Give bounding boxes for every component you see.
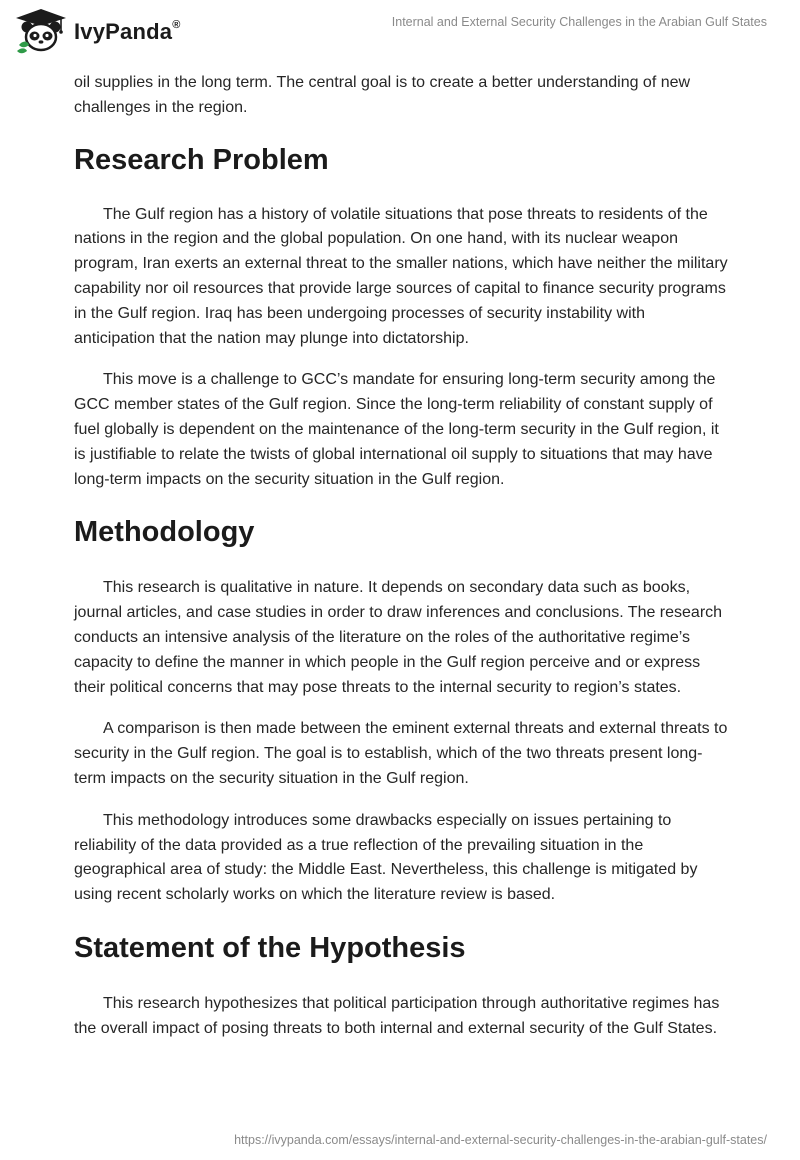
document-title: Internal and External Security Challenges in the Arabian Gulf States [391, 15, 767, 29]
section-heading-hypothesis: Statement of the Hypothesis [74, 931, 466, 964]
panda-graduate-icon [14, 7, 68, 55]
source-url[interactable]: https://ivypanda.com/essays/internal-and-external-security-challenges-in-the-arabian-gulf-states/ [234, 1133, 767, 1147]
ivypanda-logo[interactable] [14, 7, 181, 55]
hypothesis-paragraph-1: This research hypothesizes that political participation through authoritative regimes has the overall impact of posing threats to both internal and external security of the Gulf States. [74, 994, 720, 1037]
logo-wordmark [74, 19, 181, 45]
page-header [0, 0, 800, 60]
methodology-paragraph-2: A comparison is then made between the eminent external threats and external threats to security in the Gulf region. The goal is to establish, which of the two threats present long-term impacts on the security situation in the Gulf region. [74, 720, 728, 787]
essay-content [74, 71, 730, 1042]
methodology-paragraph-1: This research is qualitative in nature. It depends on secondary data such as books, journal articles, and case studies in order to draw inferences and conclusions. The research conducts an intensive analysis of the literature on the roles of the authoritative regime’s capacity to define the manner in which people in the Gulf region perceive and or express their political concerns that may pose threats to the internal security to region’s states. [74, 579, 723, 696]
registered-mark: ® [172, 18, 181, 31]
methodology-paragraph-3: This methodology introduces some drawbacks especially on issues pertaining to reliability of the data provided as a true reflection of the prevailing situation in the geographical area of study: the Middle East. Nevertheless, this challenge is mitigated by using recent scholarly works on which the literature review is based. [74, 811, 698, 904]
intro-paragraph: oil supplies in the long term. The central goal is to create a better understanding of new challenges in the region. [74, 74, 691, 116]
research-problem-paragraph-2: This move is a challenge to GCC’s mandate for ensuring long-term security among the GCC member states of the Gulf region. Since the long-term reliability of constant supply of fuel globally is dependent on the maintenance of the long-term security in the Gulf region, it is justifiable to relate the twists of global international oil supply to situations that may have long-term impacts on the security situation in the Gulf region. [74, 371, 719, 488]
logo-text: IvyPanda [74, 19, 173, 44]
section-heading-methodology: Methodology [74, 516, 255, 549]
research-problem-paragraph-1: The Gulf region has a history of volatile situations that pose threats to residents of the nations in the region and the global population. On one hand, with its nuclear weapon program, Iran exerts an external threat to the smaller nations, which have neither the military capability nor oil resources that provide large sources of capital to finance security programs in the Gulf region. Iraq has been undergoing processes of security instability with anticipation that the nation may plunge into dictatorship. [74, 205, 728, 347]
section-heading-research-problem: Research Problem [74, 143, 329, 176]
